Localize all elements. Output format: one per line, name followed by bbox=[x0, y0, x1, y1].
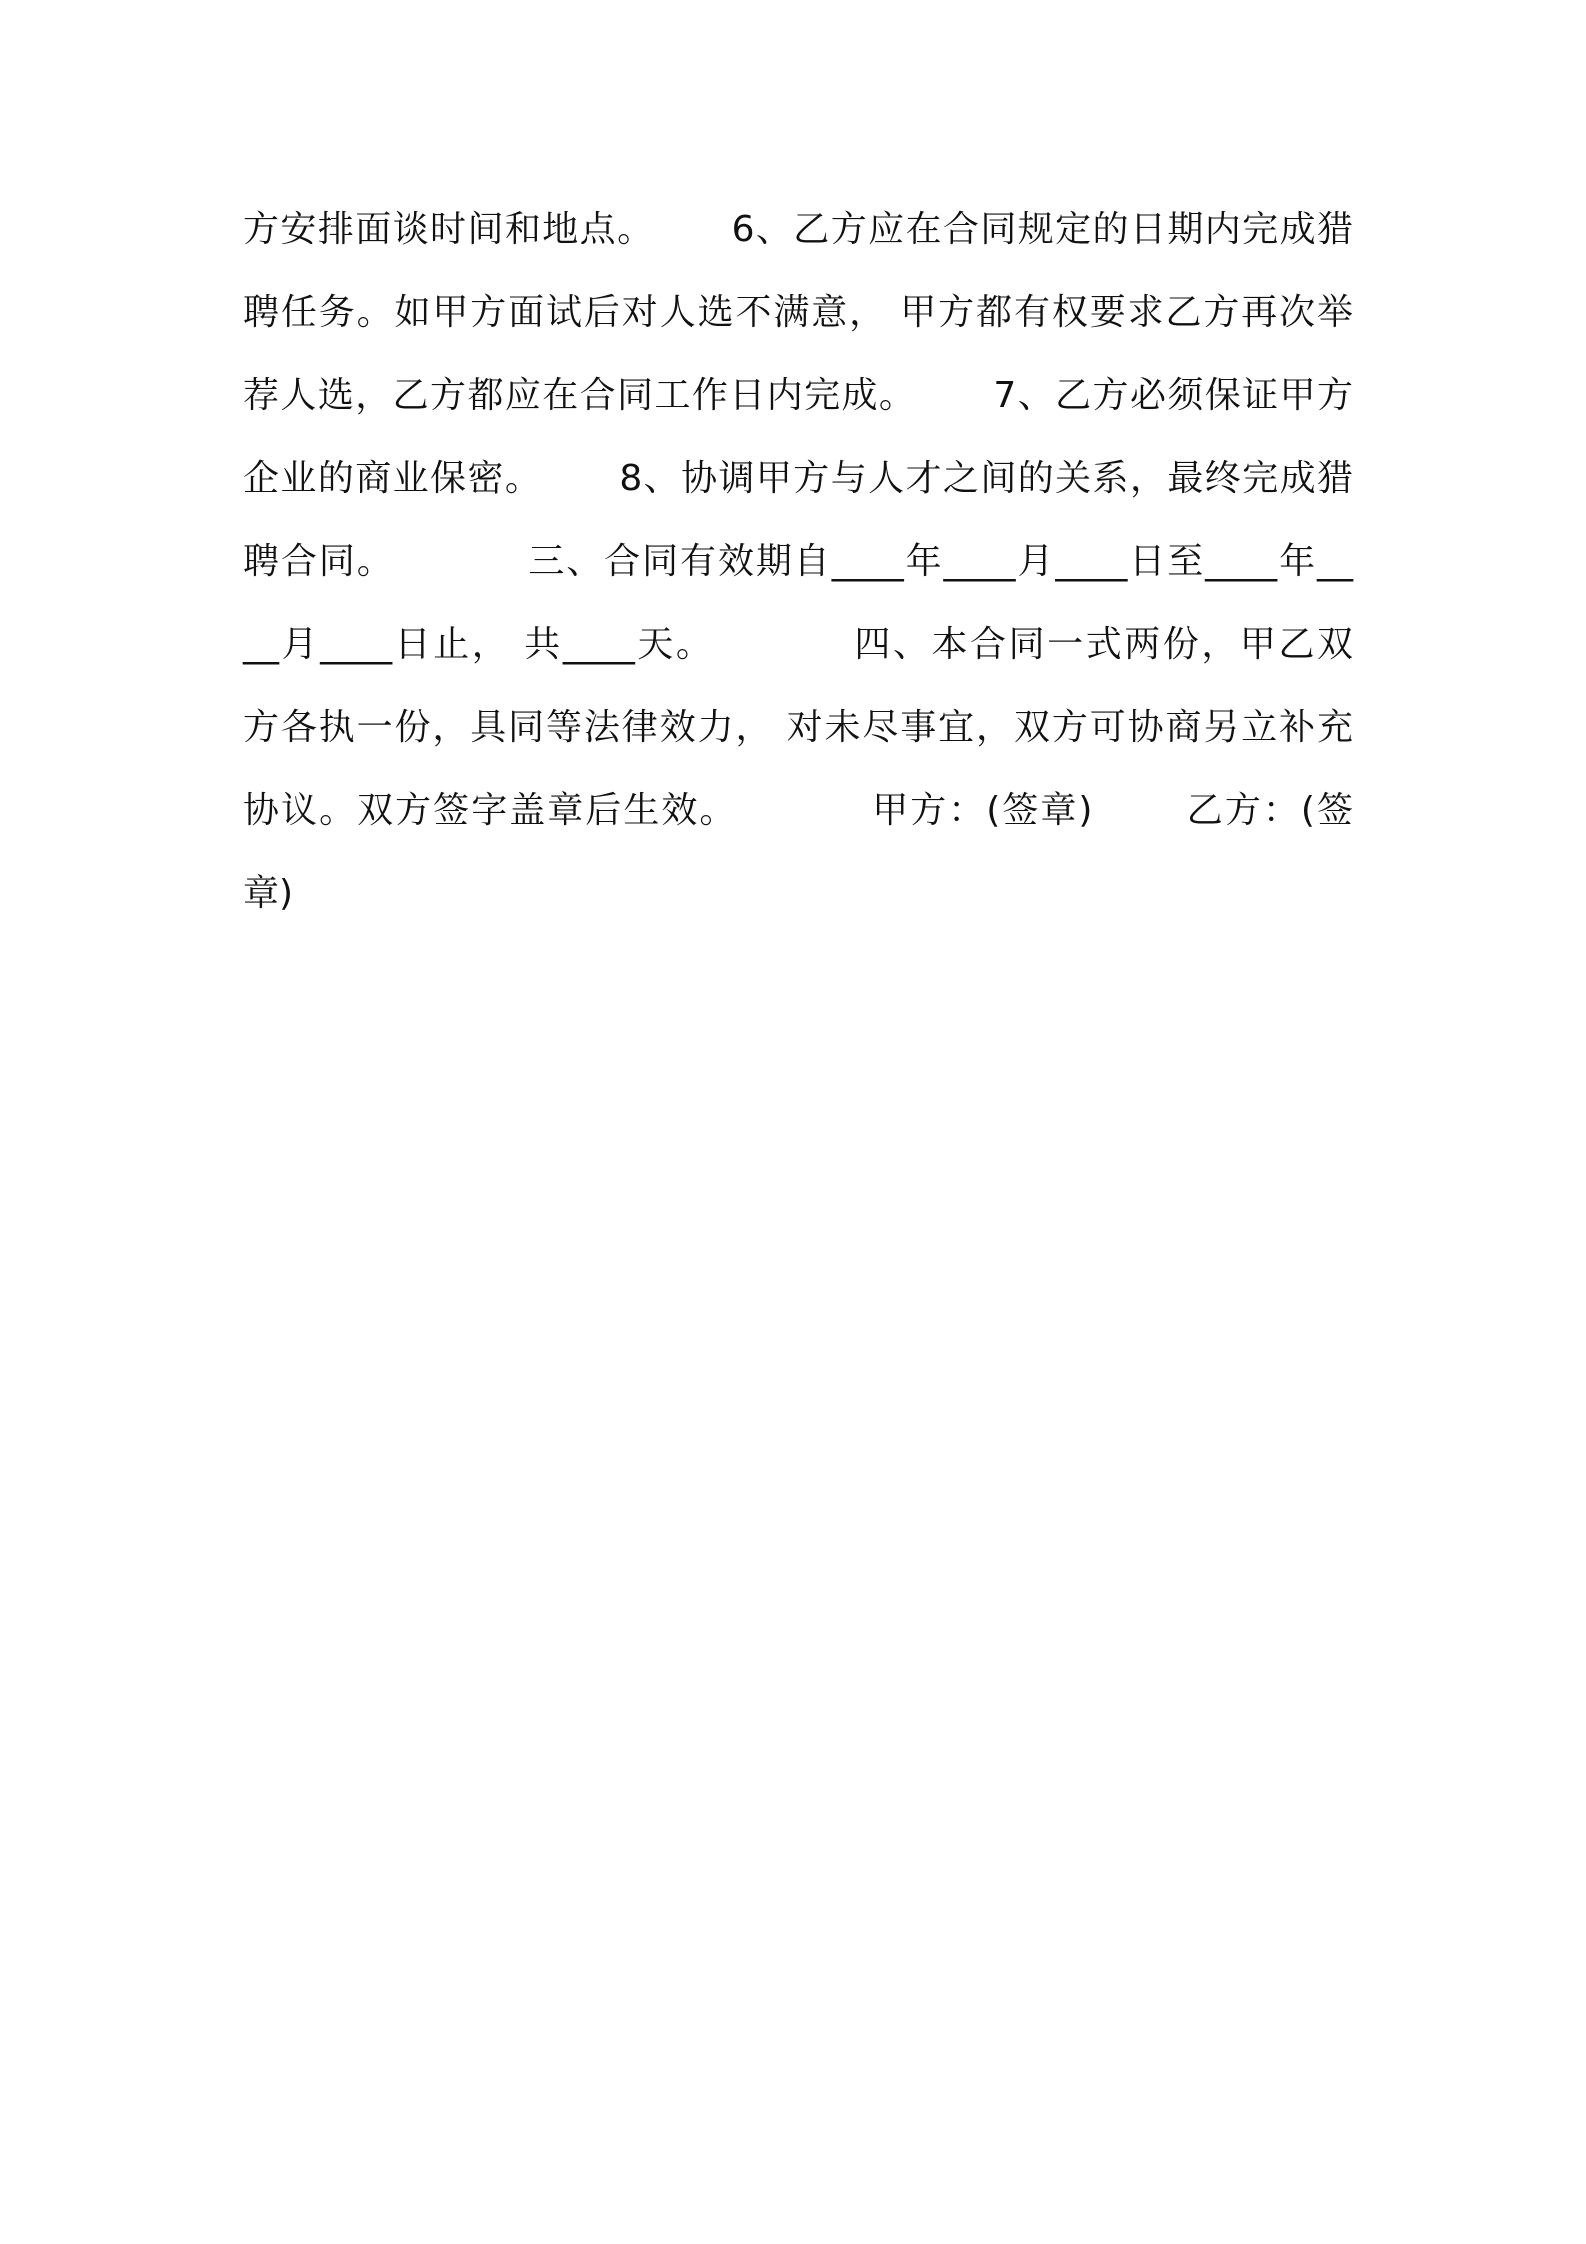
text-line-9: 章) bbox=[243, 873, 294, 914]
text-line-6: __月____日止， 共____天。 四、本合同一式两份，甲乙双 bbox=[243, 624, 1353, 665]
text-line-7: 方各执一份，具同等法律效力， 对未尽事宜，双方可协商另立补充 bbox=[243, 707, 1353, 748]
text-line-3: 荐人选，乙方都应在合同工作日内完成。 7、乙方必须保证甲方 bbox=[243, 375, 1353, 416]
text-line-5: 聘合同。 三、合同有效期自____年____月____日至____年__ bbox=[243, 541, 1353, 582]
text-line-1: 方安排面谈时间和地点。 6、乙方应在合同规定的日期内完成猎 bbox=[243, 209, 1353, 250]
text-line-4: 企业的商业保密。 8、协调甲方与人才之间的关系，最终完成猎 bbox=[243, 458, 1353, 499]
contract-body-text bbox=[243, 198, 1353, 945]
text-line-8: 协议。双方签字盖章后生效。 甲方：(签章) 乙方：(签 bbox=[243, 790, 1353, 831]
text-line-2: 聘任务。如甲方面试后对人选不满意， 甲方都有权要求乙方再次举 bbox=[243, 292, 1353, 333]
